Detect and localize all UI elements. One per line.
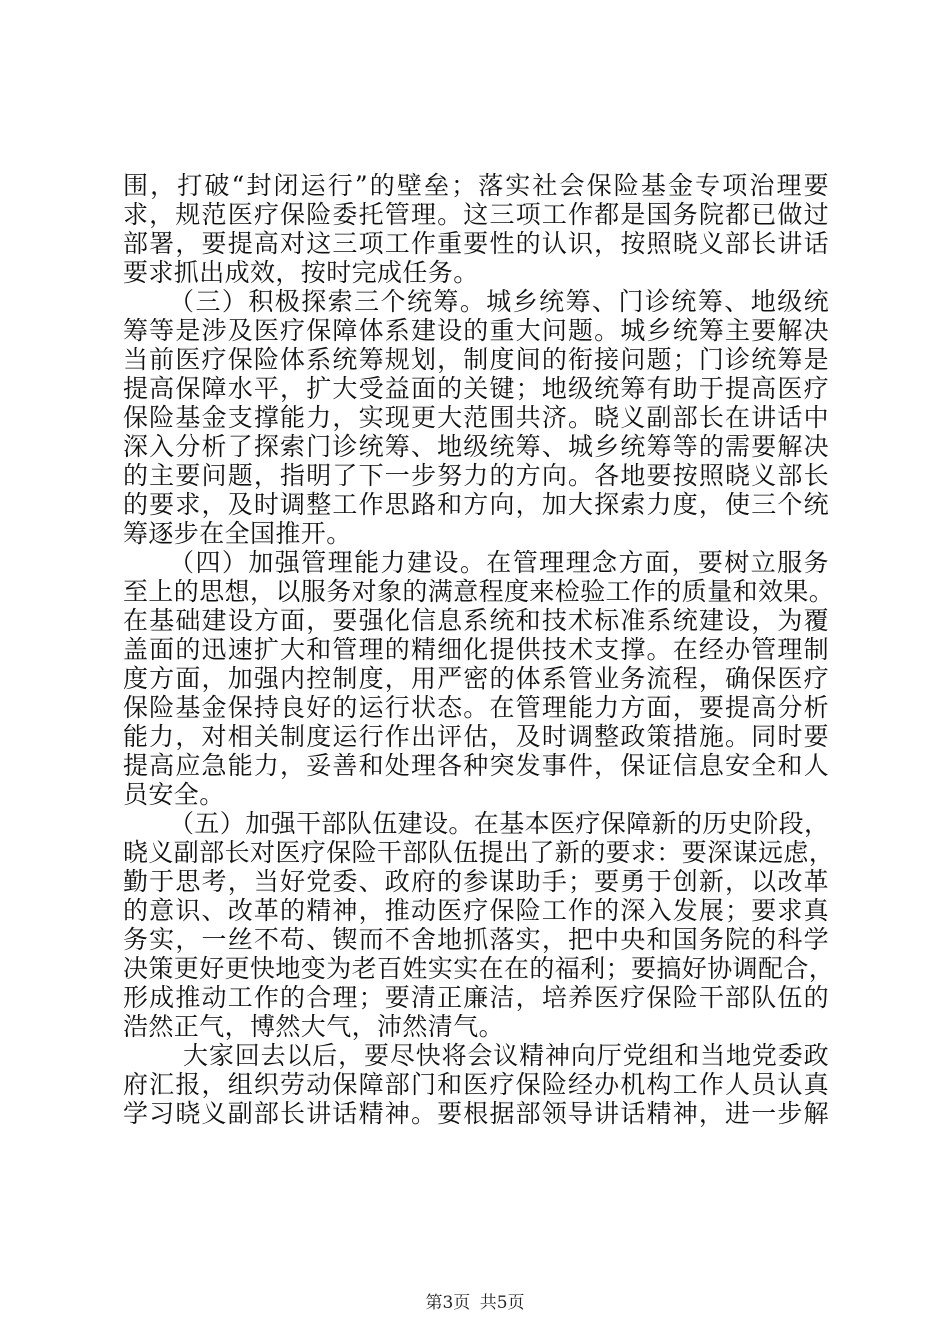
text-line: 保险基金保持良好的运行状态。在管理能力方面，要提高分析	[123, 693, 829, 722]
document-body	[123, 171, 835, 1128]
text-line: 筹逐步在全国推开。	[123, 519, 352, 548]
text-line: 府汇报，组织劳动保障部门和医疗保险经办机构工作人员认真	[123, 1070, 829, 1099]
text-line: 盖面的迅速扩大和管理的精细化提供技术支撑。在经办管理制	[123, 635, 829, 664]
text-line: （五）加强干部队伍建设。在基本医疗保障新的历史阶段，	[169, 809, 830, 838]
text-line: 能力，对相关制度运行作出评估，及时调整政策措施。同时要	[123, 722, 829, 751]
page-footer	[0, 1293, 950, 1313]
text-line: （四）加强管理能力建设。在管理理念方面，要树立服务	[169, 548, 829, 577]
text-line: 保险基金支撑能力，实现更大范围共济。晓义副部长在讲话中	[123, 403, 829, 432]
text-line: 的要求，及时调整工作思路和方向，加大探索力度，使三个统	[123, 490, 829, 519]
page-total: 共5页	[479, 1293, 525, 1313]
text-line: 提高保障水平，扩大受益面的关键；地级统筹有助于提高医疗	[123, 374, 829, 403]
text-line: 员安全。	[123, 780, 225, 809]
text-line: 至上的思想，以服务对象的满意程度来检验工作的质量和效果。	[123, 577, 835, 606]
text-line: 提高应急能力，妥善和处理各种突发事件，保证信息安全和人	[123, 751, 829, 780]
text-line: 学习晓义副部长讲话精神。要根据部领导讲话精神，进一步解	[123, 1099, 829, 1128]
text-line: 晓义副部长对医疗保险干部队伍提出了新的要求：要深谋远虑，	[123, 838, 835, 867]
text-line: 务实，一丝不苟、锲而不舍地抓落实，把中央和国务院的科学	[123, 925, 829, 954]
text-line: 度方面，加强内控制度，用严密的体系管业务流程，确保医疗	[123, 664, 829, 693]
text-line: 围，打破“封闭运行”的壁垒；落实社会保险基金专项治理要	[123, 171, 829, 200]
text-line: （三）积极探索三个统筹。城乡统筹、门诊统筹、地级统	[169, 287, 829, 316]
text-line: 筹等是涉及医疗保障体系建设的重大问题。城乡统筹主要解决	[123, 316, 829, 345]
text-line: 浩然正气，博然大气，沛然清气。	[123, 1012, 505, 1041]
text-line: 求，规范医疗保险委托管理。这三项工作都是国务院都已做过	[123, 200, 829, 229]
text-line: 决策更好更快地变为老百姓实实在在的福利；要搞好协调配合，	[123, 954, 835, 983]
text-line: 在基础建设方面，要强化信息系统和技术标准系统建设，为覆	[123, 606, 829, 635]
text-line: 当前医疗保险体系统筹规划，制度间的衔接问题；门诊统筹是	[123, 345, 829, 374]
text-line: 大家回去以后，要尽快将会议精神向厅党组和当地党委政	[183, 1041, 829, 1070]
text-line: 的主要问题，指明了下一步努力的方向。各地要按照晓义部长	[123, 461, 829, 490]
page-number: 第3页	[425, 1293, 471, 1313]
text-line: 的意识、改革的精神，推动医疗保险工作的深入发展；要求真	[123, 896, 829, 925]
text-line: 形成推动工作的合理；要清正廉洁，培养医疗保险干部队伍的	[123, 983, 829, 1012]
text-line: 勤于思考，当好党委、政府的参谋助手；要勇于创新，以改革	[123, 867, 829, 896]
text-line: 部署，要提高对这三项工作重要性的认识，按照晓义部长讲话	[123, 229, 829, 258]
text-line: 要求抓出成效，按时完成任务。	[123, 258, 479, 287]
text-line: 深入分析了探索门诊统筹、地级统筹、城乡统筹等的需要解决	[123, 432, 829, 461]
